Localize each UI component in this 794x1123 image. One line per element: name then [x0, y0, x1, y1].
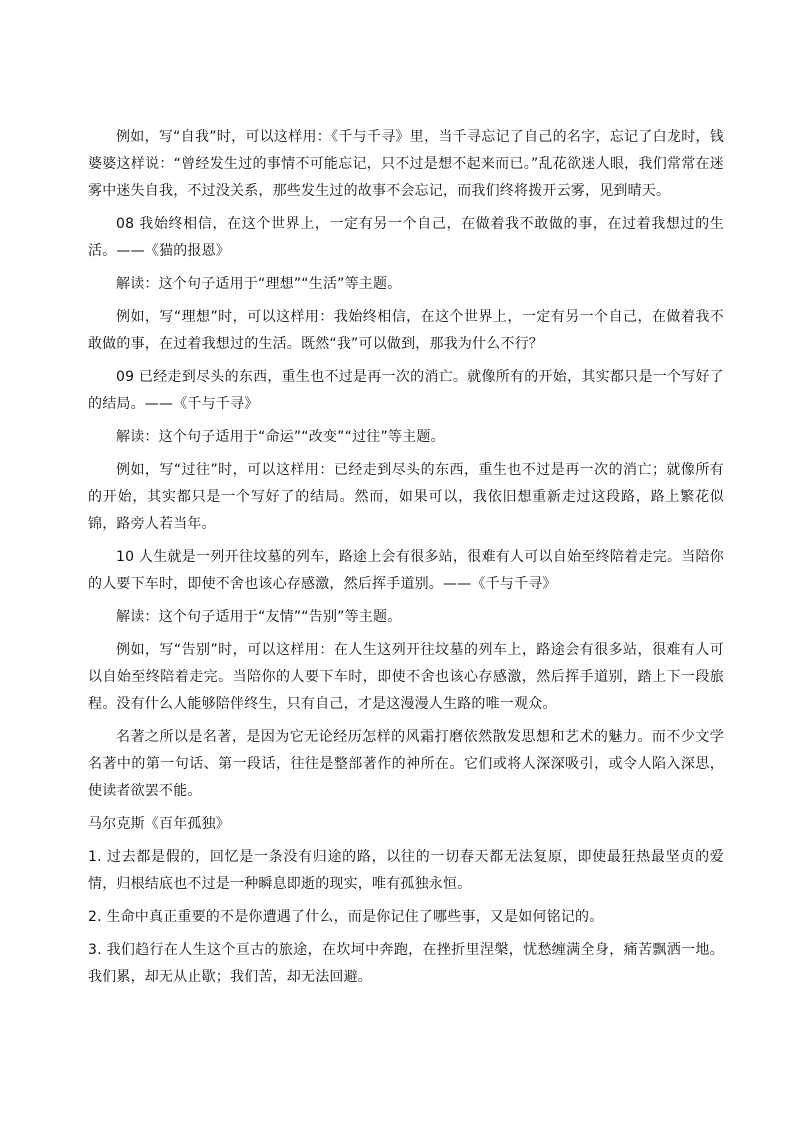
document-page: [88, 124, 724, 997]
paragraph: 09 已经走到尽头的东西，重生也不过是再一次的消亡。就像所有的开始，其实都只是一个写好了的结局。——《千与千寻》: [88, 369, 724, 412]
paragraph: 解读：这个句子适用于“友情”“告别”等主题。: [116, 609, 402, 625]
paragraph: 例如，写“自我”时，可以这样用：《千与千寻》里，当千寻忘记了自己的名字，忘记了白龙时，钱婆婆这样说：“曾经发生过的事情不可能忘记，只不过是想不起来而已。”乱花欲迷人眼，我们常常在迷雾中迷失自我，不过没关系，那些发生过的故事不会忘记，而我们终将拨开云雾，见到晴天。: [88, 129, 724, 199]
paragraph: 解读：这个句子适用于“理想”“生活”等主题。: [116, 276, 402, 292]
section-heading: 马尔克斯《百年孤独》: [88, 816, 230, 832]
list-item: 2. 生命中真正重要的不是你遭遇了什么，而是你记住了哪些事，又是如何铭记的。: [88, 909, 604, 925]
paragraph: 名著之所以是名著，是因为它无论经历怎样的风霜打磨依然散发思想和艺术的魅力。而不少文学名著中的第一句话、第一段话，往往是整部著作的神所在。它们或将人深深吸引，或令人陷入深思，使读者欲罢不能。: [88, 729, 724, 799]
paragraph: 例如，写“理想”时，可以这样用：我始终相信，在这个世界上，一定有另一个自己，在做着我不敢做的事，在过着我想过的生活。既然“我”可以做到，那我为什么不行？: [88, 309, 724, 352]
paragraph: 10 人生就是一列开往坟墓的列车，路途上会有很多站，很难有人可以自始至终陪着走完。当陪你的人要下车时，即使不舍也该心存感激，然后挥手道别。——《千与千寻》: [88, 549, 724, 592]
paragraph: 例如，写“告别”时，可以这样用：在人生这列开往坟墓的列车上，路途会有很多站，很难有人可以自始至终陪着走完。当陪你的人要下车时，即使不舍也该心存感激，然后挥手道别，踏上下一段旅程。没有什么人能够陪伴终生，只有自己，才是这漫漫人生路的唯一观众。: [88, 642, 724, 712]
list-item: 1. 过去都是假的，回忆是一条没有归途的路，以往的一切春天都无法复原，即使最狂热最坚贞的爱情，归根结底也不过是一种瞬息即逝的现实，唯有孤独永恒。: [88, 849, 724, 892]
list-item: 3. 我们趋行在人生这个亘古的旅途，在坎坷中奔跑，在挫折里涅槃，忧愁缠满全身，痛苦飘洒一地。我们累，却无从止歇；我们苦，却无法回避。: [88, 942, 724, 985]
paragraph: 例如，写“过往”时，可以这样用：已经走到尽头的东西，重生也不过是再一次的消亡；就像所有的开始，其实都只是一个写好了的结局。然而，如果可以，我依旧想重新走过这段路，路上繁花似锦，路旁人若当年。: [88, 462, 724, 532]
paragraph: 解读：这个句子适用于“命运”“改变”“过往”等主题。: [116, 429, 445, 445]
paragraph: 08 我始终相信，在这个世界上，一定有另一个自己，在做着我不敢做的事，在过着我想过的生活。——《猫的报恩》: [88, 216, 724, 259]
